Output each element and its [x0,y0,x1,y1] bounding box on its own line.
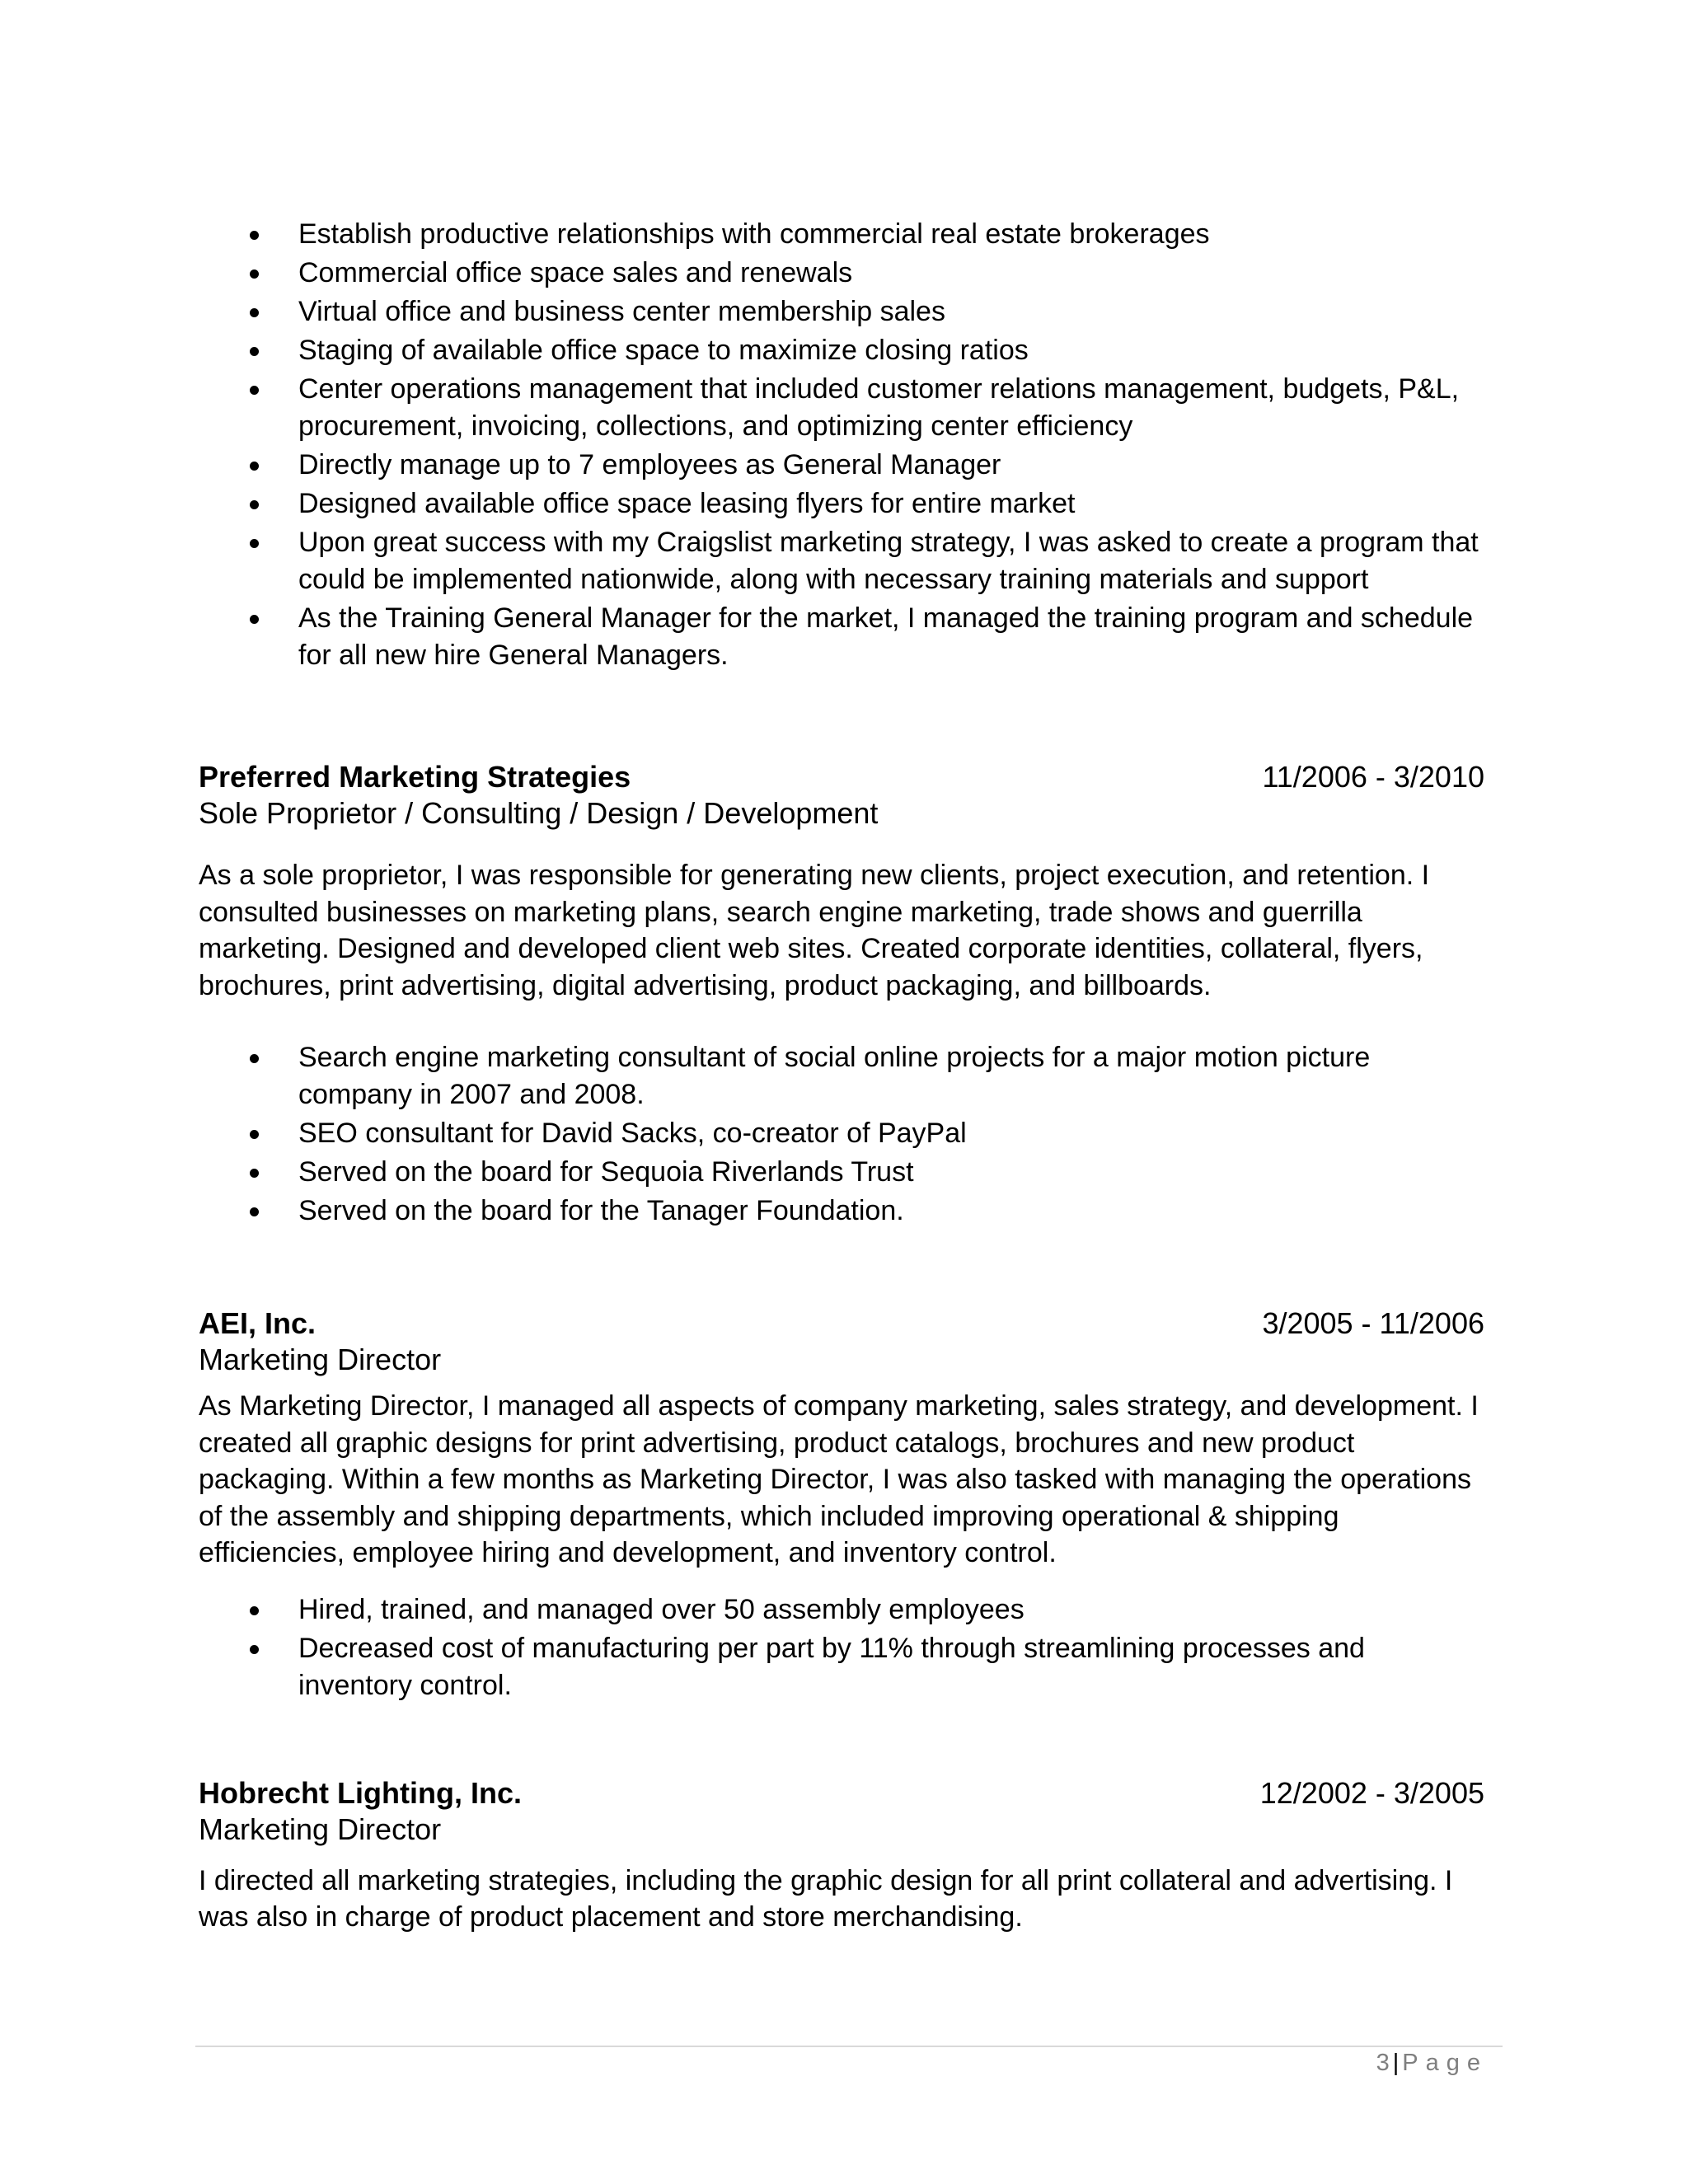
list-item: Commercial office space sales and renewals [199,255,1484,292]
job-header [199,1775,1484,1811]
footer-divider [195,2046,1503,2047]
job-role: Marketing Director [199,1811,442,1846]
job-description: As Marketing Director, I managed all aspects of company marketing, sales strategy, and development. I created all graphic designs for print advertising, product catalogs, brochures and new product packaging. Within a few months as Marketing Director, I was also tasked with managing the operations of the assembly and shipping departments, which included improving operational & shipping efficiencies, employee hiring and development, and inventory control. [199,1390,1479,1568]
job-dates: 3/2005 - 11/2006 [1262,1306,1484,1340]
job-entry-hobrecht [199,1775,1484,1936]
company-name: AEI, Inc. [199,1306,316,1340]
list-item: Hired, trained, and managed over 50 assembly employees [199,1591,1484,1629]
list-item: Staging of available office space to maximize closing ratios [199,332,1484,369]
job-dates: 12/2002 - 3/2005 [1259,1775,1484,1810]
job-bullet-list [199,1591,1484,1704]
footer-separator: | [1392,2050,1400,2076]
list-item: Decreased cost of manufacturing per part by 11% through streamlining processes and inventory control. [199,1630,1484,1704]
job-role: Sole Proprietor / Consulting / Design / Development [199,796,879,830]
page-footer [1286,2049,1488,2077]
list-item: Establish productive relationships with commercial real estate brokerages [199,216,1484,253]
list-item: Designed available office space leasing flyers for entire market [199,485,1484,523]
job-bullet-list [199,1039,1484,1230]
list-item: Search engine marketing consultant of social online projects for a major motion picture company in 2007 and 2008. [199,1039,1484,1113]
job-entry-aei [199,1305,1484,1704]
list-item: Served on the board for Sequoia Riverlands Trust [199,1154,1484,1191]
list-item: Served on the board for the Tanager Foundation. [199,1193,1484,1230]
list-item: Virtual office and business center membership sales [199,293,1484,330]
job-header [199,759,1484,795]
page-content [199,216,1484,1936]
job-entry-preferred-marketing [199,759,1484,1230]
company-name: Hobrecht Lighting, Inc. [199,1775,522,1810]
job-role: Marketing Director [199,1343,442,1376]
list-item: Center operations management that included customer relations management, budgets, P&L, procurement, invoicing, collections, and optimizing center efficiency [199,371,1484,445]
job-dates: 11/2006 - 3/2010 [1262,760,1484,794]
list-item: Upon great success with my Craigslist marketing strategy, I was asked to create a program that could be implemented nationwide, along with necessary training materials and support [199,524,1484,598]
job-header [199,1305,1484,1342]
list-item: Directly manage up to 7 employees as General Manager [199,447,1484,484]
list-item: As the Training General Manager for the market, I managed the training program and schedule for all new hire General Managers. [199,600,1484,674]
job-description: As a sole proprietor, I was responsible for generating new clients, project execution, and retention. I consulted businesses on marketing plans, search engine marketing, trade shows and guerrilla marketing. Designed and developed client web sites. Created corporate identities, collateral, flyers, brochures, print advertising, digital advertising, product packaging, and billboards. [199,860,1430,1001]
intro-bullet-list [199,216,1484,674]
company-name: Preferred Marketing Strategies [199,760,631,794]
job-description: I directed all marketing strategies, including the graphic design for all print collateral and advertising. I was also in charge of product placement and store merchandising. [199,1864,1453,1933]
page-label: Page [1402,2050,1488,2076]
page-number: 3 [1376,2050,1390,2076]
list-item: SEO consultant for David Sacks, co-creator of PayPal [199,1115,1484,1152]
